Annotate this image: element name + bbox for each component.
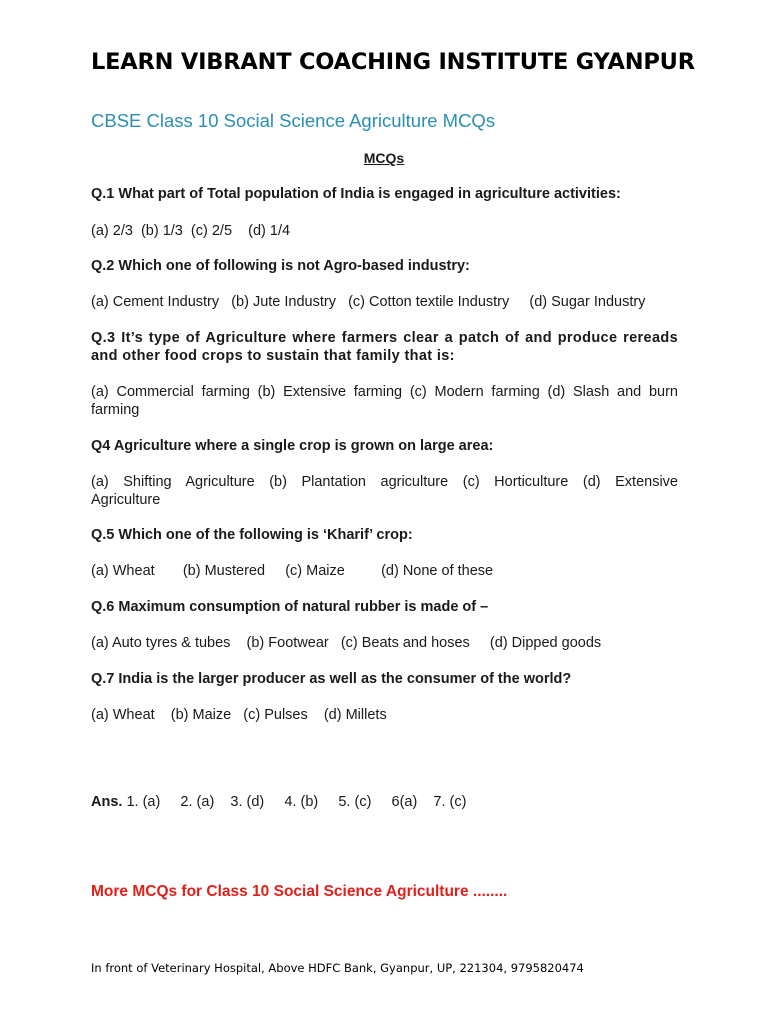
answer-label: Ans. (91, 794, 123, 810)
question-6: Q.6 Maximum consumption of natural rubber is made of – (91, 599, 489, 615)
options-7: (a) Wheat (b) Maize (c) Pulses (d) Millets (91, 707, 387, 723)
options-3: (a) Commercial farming (b) Extensive farming (c) Modern farming (d) Slash and burn farming (91, 384, 678, 418)
options-5: (a) Wheat (b) Mustered (c) Maize (d) None of these (91, 563, 494, 579)
footer-address: In front of Veterinary Hospital, Above HDFC Bank, Gyanpur, UP, 221304, 9795820474 (91, 961, 584, 975)
question-4: Q4 Agriculture where a single crop is grown on large area: (91, 438, 494, 454)
options-4: (a) Shifting Agriculture (b) Plantation agriculture (c) Horticulture (d) Extensive Agriculture (91, 474, 678, 508)
institute-heading: LEARN VIBRANT COACHING INSTITUTE GYANPUR (91, 49, 695, 75)
page-subtitle: CBSE Class 10 Social Science Agriculture MCQs (91, 110, 496, 131)
options-1: (a) 2/3 (b) 1/3 (c) 2/5 (d) 1/4 (91, 223, 291, 239)
section-label: MCQs (363, 150, 405, 166)
options-6: (a) Auto tyres & tubes (b) Footwear (c) Beats and hoses (d) Dipped goods (91, 635, 602, 651)
question-2: Q.2 Which one of following is not Agro-based industry: (91, 258, 470, 274)
answer-key (91, 794, 678, 810)
options-2: (a) Cement Industry (b) Jute Industry (c) Cotton textile Industry (d) Sugar Industry (91, 294, 646, 310)
more-mcqs-link[interactable]: More MCQs for Class 10 Social Science Agriculture ........ (91, 883, 508, 900)
question-5: Q.5 Which one of the following is ‘Kharif’ crop: (91, 527, 413, 543)
question-7: Q.7 India is the larger producer as well as the consumer of the world? (91, 671, 572, 687)
question-1: Q.1 What part of Total population of India is engaged in agriculture activities: (91, 186, 621, 202)
answer-list: 1. (a) 2. (a) 3. (d) 4. (b) 5. (c) 6(a) 7. (c) (122, 794, 467, 810)
question-3: Q.3 It’s type of Agriculture where farmers clear a patch of and produce rereads and other food crops to sustain that family that is: (91, 330, 678, 364)
